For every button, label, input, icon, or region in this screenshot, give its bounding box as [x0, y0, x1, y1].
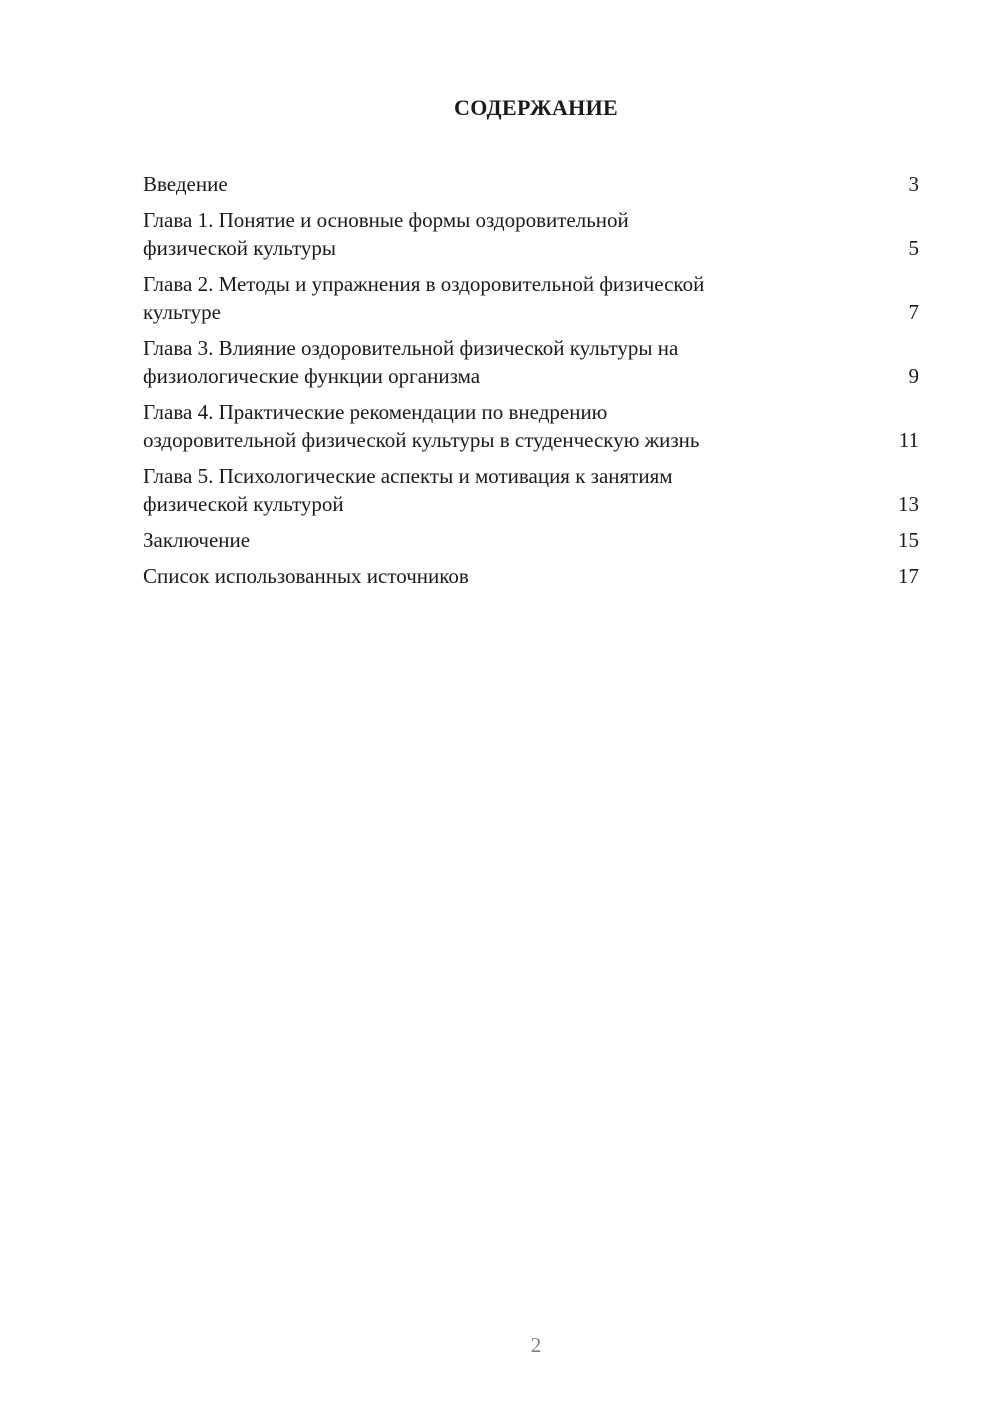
toc-page-number: 15 — [898, 528, 919, 552]
toc-entry-text — [143, 462, 889, 518]
table-of-contents — [143, 170, 919, 598]
toc-entry-line: культуре — [143, 300, 221, 324]
toc-entry-line: физиологические функции организма — [143, 364, 481, 388]
toc-entry-chapter-4[interactable] — [143, 398, 919, 454]
page-footer-number: 2 — [530, 1333, 542, 1357]
toc-page-number: 13 — [898, 492, 919, 516]
toc-entry-text — [143, 562, 889, 590]
toc-entry-line: Глава 2. Методы и упражнения в оздоровительной физической — [143, 272, 705, 296]
toc-entry-chapter-2[interactable] — [143, 270, 919, 326]
page-title: СОДЕРЖАНИЕ — [454, 95, 618, 120]
toc-entry-line: Список использованных источников — [143, 564, 469, 588]
toc-entry-references[interactable] — [143, 562, 919, 590]
toc-entry-text — [143, 334, 889, 390]
toc-page-number: 17 — [898, 564, 919, 588]
toc-page-number: 7 — [908, 300, 919, 324]
toc-entry-introduction[interactable] — [143, 170, 919, 198]
toc-entry-line: Глава 4. Практические рекомендации по внедрению — [143, 400, 608, 424]
toc-entry-conclusion[interactable] — [143, 526, 919, 554]
toc-entry-text — [143, 526, 889, 554]
toc-page-number: 3 — [908, 172, 919, 196]
toc-entry-line: оздоровительной физической культуры в студенческую жизнь — [143, 428, 700, 452]
toc-entry-chapter-3[interactable] — [143, 334, 919, 390]
toc-entry-text — [143, 398, 889, 454]
toc-page-number: 9 — [908, 364, 919, 388]
toc-entry-line: Глава 5. Психологические аспекты и мотивация к занятиям — [143, 464, 673, 488]
toc-entry-text — [143, 170, 889, 198]
toc-entry-line: физической культурой — [143, 492, 344, 516]
toc-entry-line: Введение — [143, 172, 228, 196]
toc-entry-line: физической культуры — [143, 236, 336, 260]
toc-entry-line: Глава 1. Понятие и основные формы оздоровительной — [143, 208, 629, 232]
toc-entry-text — [143, 270, 889, 326]
toc-page-number: 5 — [908, 236, 919, 260]
toc-entry-line: Глава 3. Влияние оздоровительной физической культуры на — [143, 336, 679, 360]
toc-entry-chapter-5[interactable] — [143, 462, 919, 518]
toc-entry-chapter-1[interactable] — [143, 206, 919, 262]
toc-page-number: 11 — [898, 428, 919, 452]
toc-entry-text — [143, 206, 889, 262]
toc-entry-line: Заключение — [143, 528, 251, 552]
